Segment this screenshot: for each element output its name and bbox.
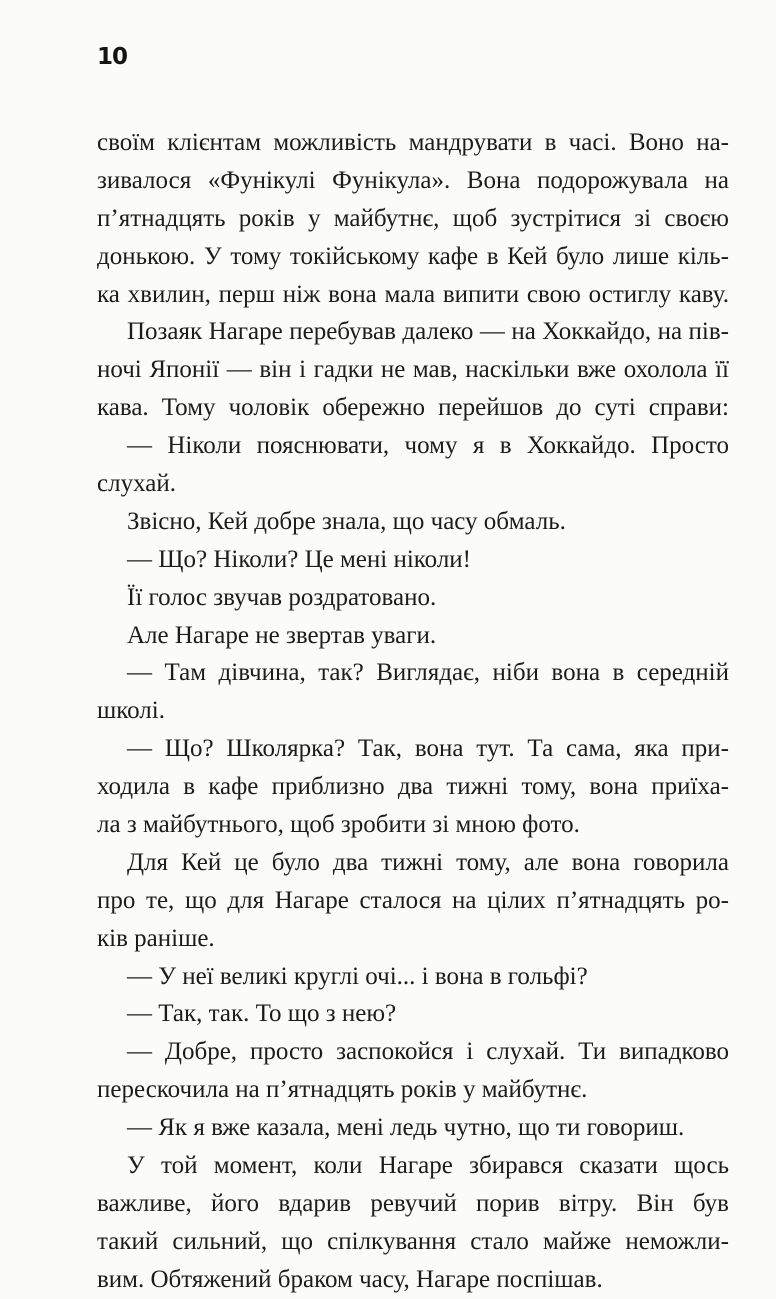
text-line: донькою. У тому токійському кафе в Кей було лише кіль-	[97, 242, 729, 270]
page-number: 10	[97, 44, 128, 70]
text-line: Звісно, Кей добре знала, що часу обмаль.	[127, 507, 566, 535]
text-line: ла з майбутнього, щоб зробити зі мною фото.	[97, 811, 580, 839]
text-line: п’ятнадцять років у майбутнє, щоб зустрітися зі своєю	[97, 204, 729, 232]
text-line: важливе, його вдарив ревучий порив вітру. Він був	[97, 1189, 729, 1217]
body-text	[97, 124, 729, 1299]
text-line: слухай.	[97, 470, 176, 498]
text-line: — Що? Ніколи? Це мені ніколи!	[127, 545, 472, 573]
text-line: такий сильний, що спілкування стало майже неможли-	[97, 1227, 729, 1255]
text-line: про те, що для Нагаре сталося на цілих п’ятнадцять ро-	[97, 886, 729, 914]
text-line: зивалося «Фунікулі Фунікула». Вона подорожувала на	[97, 166, 729, 194]
text-line: — Так, так. То що з нею?	[127, 1000, 397, 1028]
text-line: школі.	[97, 697, 165, 725]
text-line: ночі Японії — він і гадки не мав, наскільки вже охолола її	[97, 356, 729, 384]
text-line: ка хвилин, перш ніж вона мала випити свою остиглу каву.	[97, 280, 729, 308]
text-line: Але Нагаре не звертав уваги.	[127, 621, 437, 649]
text-line: ків раніше.	[97, 924, 215, 952]
text-line: — Там дівчина, так? Виглядає, ніби вона в середній	[127, 659, 729, 687]
text-line: — У неї великі круглі очі... і вона в гольфі?	[127, 962, 588, 990]
text-line: ходила в кафе приблизно два тижні тому, вона приїха-	[97, 773, 729, 801]
text-line: Її голос звучав роздратовано.	[127, 583, 437, 611]
text-line: перескочила на п’ятнадцять років у майбутнє.	[97, 1076, 588, 1104]
text-line: — Як я вже казала, мені ледь чутно, що ти говориш.	[127, 1114, 685, 1142]
text-line: — Ніколи пояснювати, чому я в Хоккайдо. Просто	[127, 432, 729, 460]
text-line: вим. Обтяжений браком часу, Нагаре поспішав.	[97, 1265, 603, 1293]
text-line: — Що? Школярка? Так, вона тут. Та сама, яка при-	[127, 735, 729, 763]
text-line: У той момент, коли Нагаре збирався сказати щось	[127, 1152, 729, 1180]
text-line: Для Кей це було два тижні тому, але вона говорила	[127, 848, 729, 876]
text-line: Позаяк Нагаре перебував далеко — на Хоккайдо, на пів-	[127, 318, 729, 346]
text-line: — Добре, просто заспокойся і слухай. Ти випадково	[127, 1038, 729, 1066]
text-line: кава. Тому чоловік обережно перейшов до суті справи:	[97, 394, 729, 422]
text-line: своїм клієнтам можливість мандрувати в часі. Воно на-	[97, 129, 729, 156]
